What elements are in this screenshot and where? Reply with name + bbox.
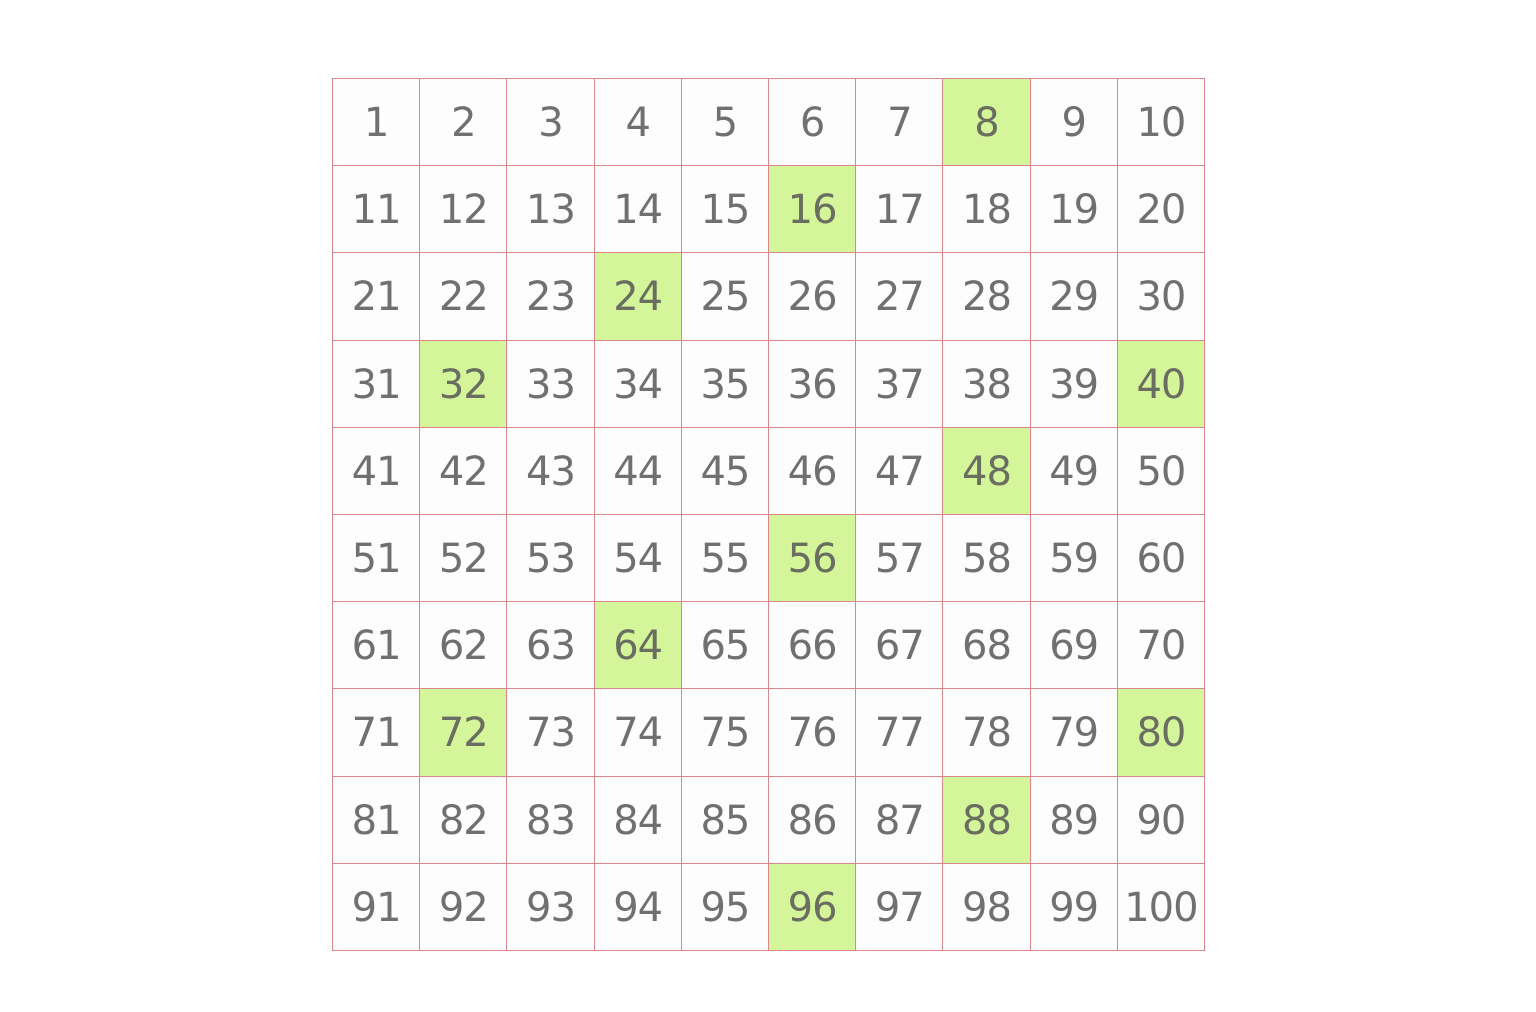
grid-cell: 47	[856, 428, 943, 515]
grid-cell: 79	[1031, 689, 1118, 776]
grid-cell: 74	[595, 689, 682, 776]
grid-cell: 50	[1118, 428, 1205, 515]
grid-cell: 46	[769, 428, 856, 515]
grid-cell: 22	[420, 253, 507, 340]
grid-cell: 92	[420, 864, 507, 951]
grid-cell: 62	[420, 602, 507, 689]
grid-cell: 18	[943, 166, 1030, 253]
grid-cell: 14	[595, 166, 682, 253]
grid-cell: 49	[1031, 428, 1118, 515]
grid-cell: 69	[1031, 602, 1118, 689]
grid-cell: 66	[769, 602, 856, 689]
grid-cell: 75	[682, 689, 769, 776]
grid-cell: 20	[1118, 166, 1205, 253]
grid-cell: 71	[333, 689, 420, 776]
grid-cell: 37	[856, 341, 943, 428]
grid-cell: 21	[333, 253, 420, 340]
grid-cell: 84	[595, 777, 682, 864]
grid-cell: 42	[420, 428, 507, 515]
grid-cell-highlighted: 88	[943, 777, 1030, 864]
grid-cell-highlighted: 96	[769, 864, 856, 951]
grid-cell: 61	[333, 602, 420, 689]
grid-cell: 63	[507, 602, 594, 689]
grid-cell: 58	[943, 515, 1030, 602]
grid-cell: 98	[943, 864, 1030, 951]
grid-cell: 59	[1031, 515, 1118, 602]
grid-cell: 43	[507, 428, 594, 515]
grid-cell-highlighted: 16	[769, 166, 856, 253]
grid-cell-highlighted: 8	[943, 79, 1030, 166]
grid-cell-highlighted: 72	[420, 689, 507, 776]
grid-cell-highlighted: 80	[1118, 689, 1205, 776]
grid-cell: 97	[856, 864, 943, 951]
grid-cell: 33	[507, 341, 594, 428]
grid-cell: 44	[595, 428, 682, 515]
grid-cell: 65	[682, 602, 769, 689]
grid-cell: 77	[856, 689, 943, 776]
grid-cell: 67	[856, 602, 943, 689]
grid-cell: 70	[1118, 602, 1205, 689]
grid-cell: 13	[507, 166, 594, 253]
grid-cell: 23	[507, 253, 594, 340]
grid-cell: 39	[1031, 341, 1118, 428]
grid-cell: 99	[1031, 864, 1118, 951]
grid-cell: 52	[420, 515, 507, 602]
grid-cell: 55	[682, 515, 769, 602]
grid-cell: 94	[595, 864, 682, 951]
grid-cell: 35	[682, 341, 769, 428]
grid-cell: 60	[1118, 515, 1205, 602]
grid-cell: 57	[856, 515, 943, 602]
grid-cell: 73	[507, 689, 594, 776]
grid-cell: 28	[943, 253, 1030, 340]
grid-cell: 54	[595, 515, 682, 602]
grid-cell: 83	[507, 777, 594, 864]
grid-cell: 17	[856, 166, 943, 253]
grid-cell: 95	[682, 864, 769, 951]
grid-cell: 45	[682, 428, 769, 515]
grid-cell: 25	[682, 253, 769, 340]
grid-cell: 85	[682, 777, 769, 864]
grid-cell: 76	[769, 689, 856, 776]
grid-cell: 12	[420, 166, 507, 253]
grid-cell: 6	[769, 79, 856, 166]
grid-cell: 9	[1031, 79, 1118, 166]
grid-cell: 78	[943, 689, 1030, 776]
grid-cell: 53	[507, 515, 594, 602]
grid-cell: 31	[333, 341, 420, 428]
grid-cell-highlighted: 48	[943, 428, 1030, 515]
grid-cell: 93	[507, 864, 594, 951]
grid-cell: 19	[1031, 166, 1118, 253]
grid-cell: 1	[333, 79, 420, 166]
grid-cell: 7	[856, 79, 943, 166]
grid-cell: 91	[333, 864, 420, 951]
grid-cell-highlighted: 56	[769, 515, 856, 602]
grid-cell-highlighted: 64	[595, 602, 682, 689]
grid-cell: 82	[420, 777, 507, 864]
grid-cell: 86	[769, 777, 856, 864]
grid-cell: 89	[1031, 777, 1118, 864]
grid-cell-highlighted: 32	[420, 341, 507, 428]
grid-cell: 68	[943, 602, 1030, 689]
grid-cell: 90	[1118, 777, 1205, 864]
grid-cell: 81	[333, 777, 420, 864]
grid-cell: 27	[856, 253, 943, 340]
grid-cell-highlighted: 24	[595, 253, 682, 340]
grid-cell: 5	[682, 79, 769, 166]
grid-cell: 51	[333, 515, 420, 602]
grid-cell: 4	[595, 79, 682, 166]
grid-cell: 34	[595, 341, 682, 428]
grid-cell: 26	[769, 253, 856, 340]
grid-cell: 41	[333, 428, 420, 515]
hundred-chart-grid	[332, 78, 1205, 951]
grid-cell: 38	[943, 341, 1030, 428]
grid-cell: 10	[1118, 79, 1205, 166]
grid-cell: 11	[333, 166, 420, 253]
grid-cell: 30	[1118, 253, 1205, 340]
grid-cell: 87	[856, 777, 943, 864]
grid-cell: 29	[1031, 253, 1118, 340]
grid-cell: 3	[507, 79, 594, 166]
grid-cell-highlighted: 40	[1118, 341, 1205, 428]
grid-cell: 2	[420, 79, 507, 166]
grid-cell: 15	[682, 166, 769, 253]
grid-cell: 36	[769, 341, 856, 428]
grid-cell: 100	[1118, 864, 1205, 951]
